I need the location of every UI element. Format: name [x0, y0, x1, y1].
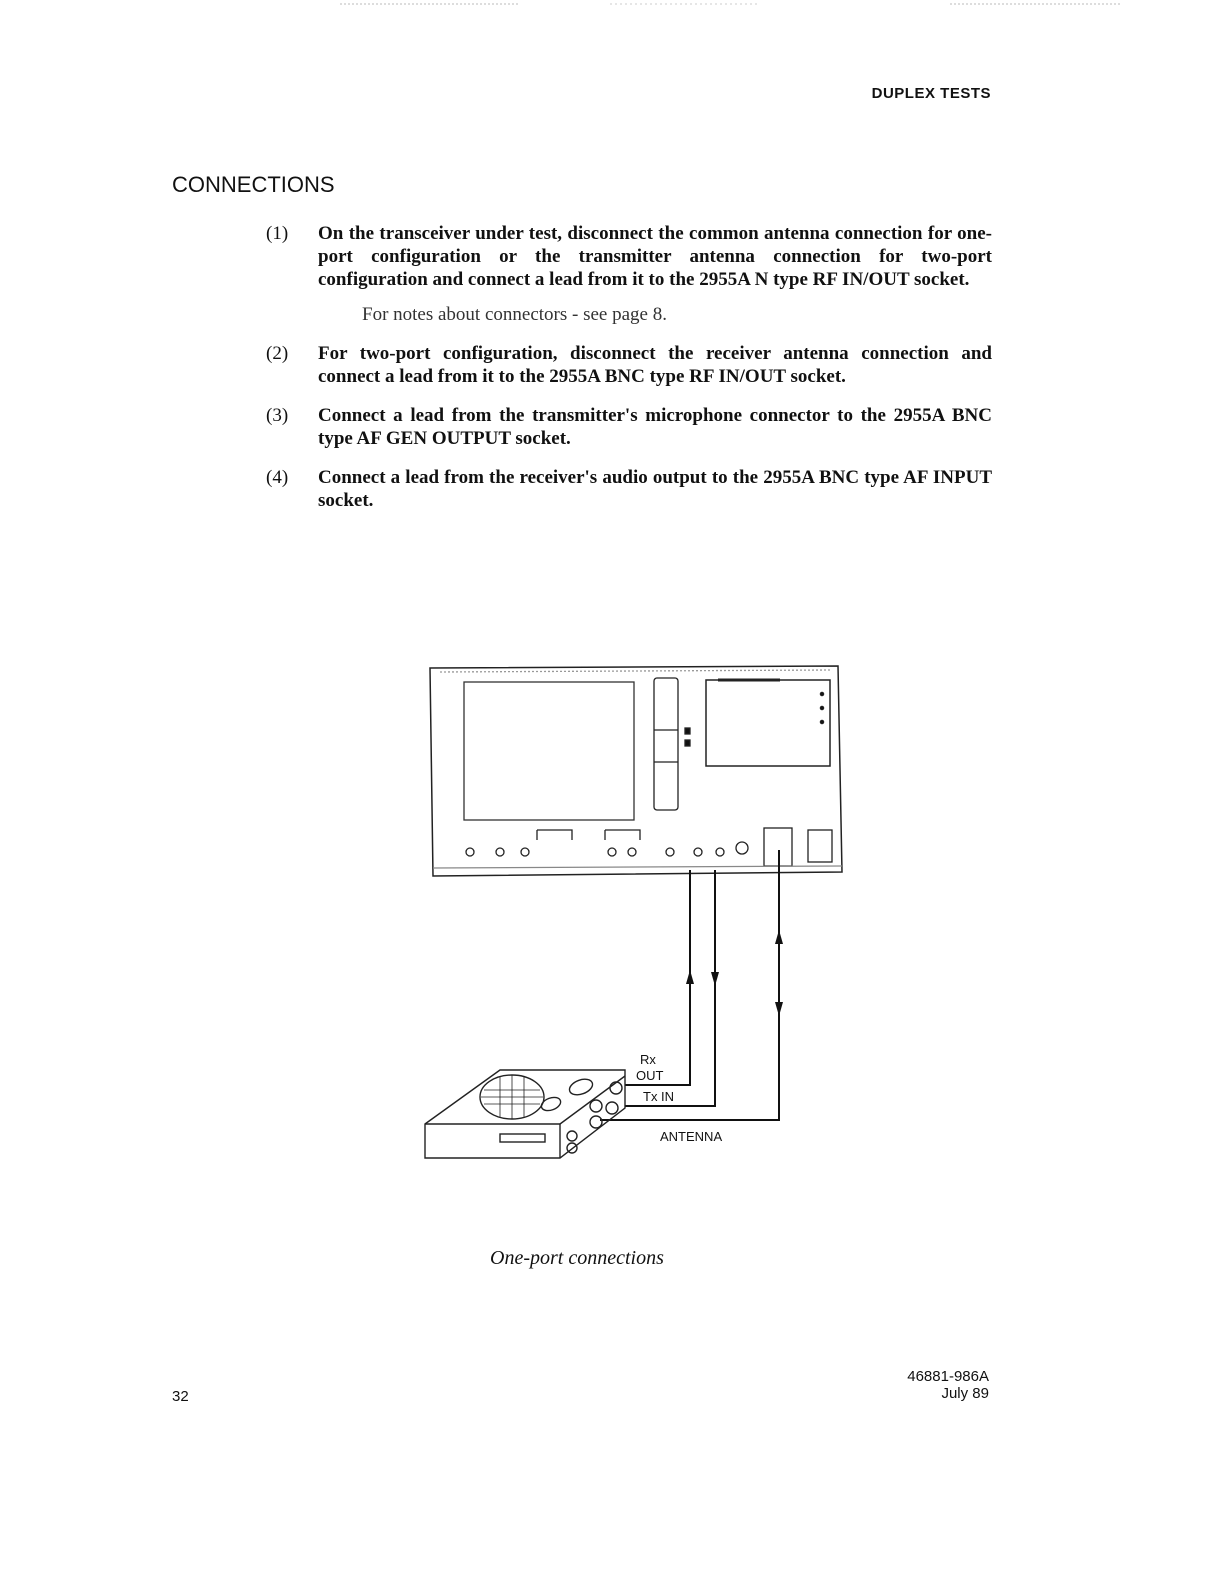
arrowheads — [686, 930, 783, 1016]
step-text: Connect a lead from the receiver's audio output to the 2955A BNC type AF INPUT socket. — [318, 467, 992, 511]
step-text: On the transceiver under test, disconnect the common antenna connection for one-port configuration or the transmitter antenna connection for two-port configuration and connect a lead from it to the 2955A N type RF IN/OUT socket. — [318, 223, 992, 290]
rx-label: Rx — [640, 1052, 656, 1067]
step-text: Connect a lead from the transmitter's microphone connector to the 2955A BNC type AF GEN OUTPUT socket. — [318, 405, 992, 449]
test-set-illustration — [430, 666, 842, 876]
out-label: OUT — [636, 1068, 664, 1083]
page-title: CONNECTIONS — [172, 172, 335, 197]
transceiver-illustration — [425, 1070, 625, 1158]
page-number: 32 — [172, 1388, 189, 1405]
doc-number: 46881-986A — [907, 1368, 989, 1385]
step-number: (1) — [266, 223, 289, 244]
step-number: (3) — [266, 405, 289, 426]
step-number: (2) — [266, 343, 289, 364]
antenna-label: ANTENNA — [660, 1129, 723, 1144]
running-header: DUPLEX TESTS — [871, 85, 991, 102]
document-reference — [907, 1368, 989, 1402]
connection-leads — [600, 850, 779, 1120]
step-number: (4) — [266, 467, 289, 488]
step-text: For two-port configuration, disconnect the receiver antenna connection and connect a lead from it to the 2955A BNC type RF IN/OUT socket. — [318, 343, 992, 387]
figure-caption: One-port connections — [490, 1247, 664, 1269]
tx-in-label: Tx IN — [643, 1089, 675, 1104]
doc-date: July 89 — [941, 1385, 989, 1402]
connector-note: For notes about connectors - see page 8. — [362, 304, 667, 325]
